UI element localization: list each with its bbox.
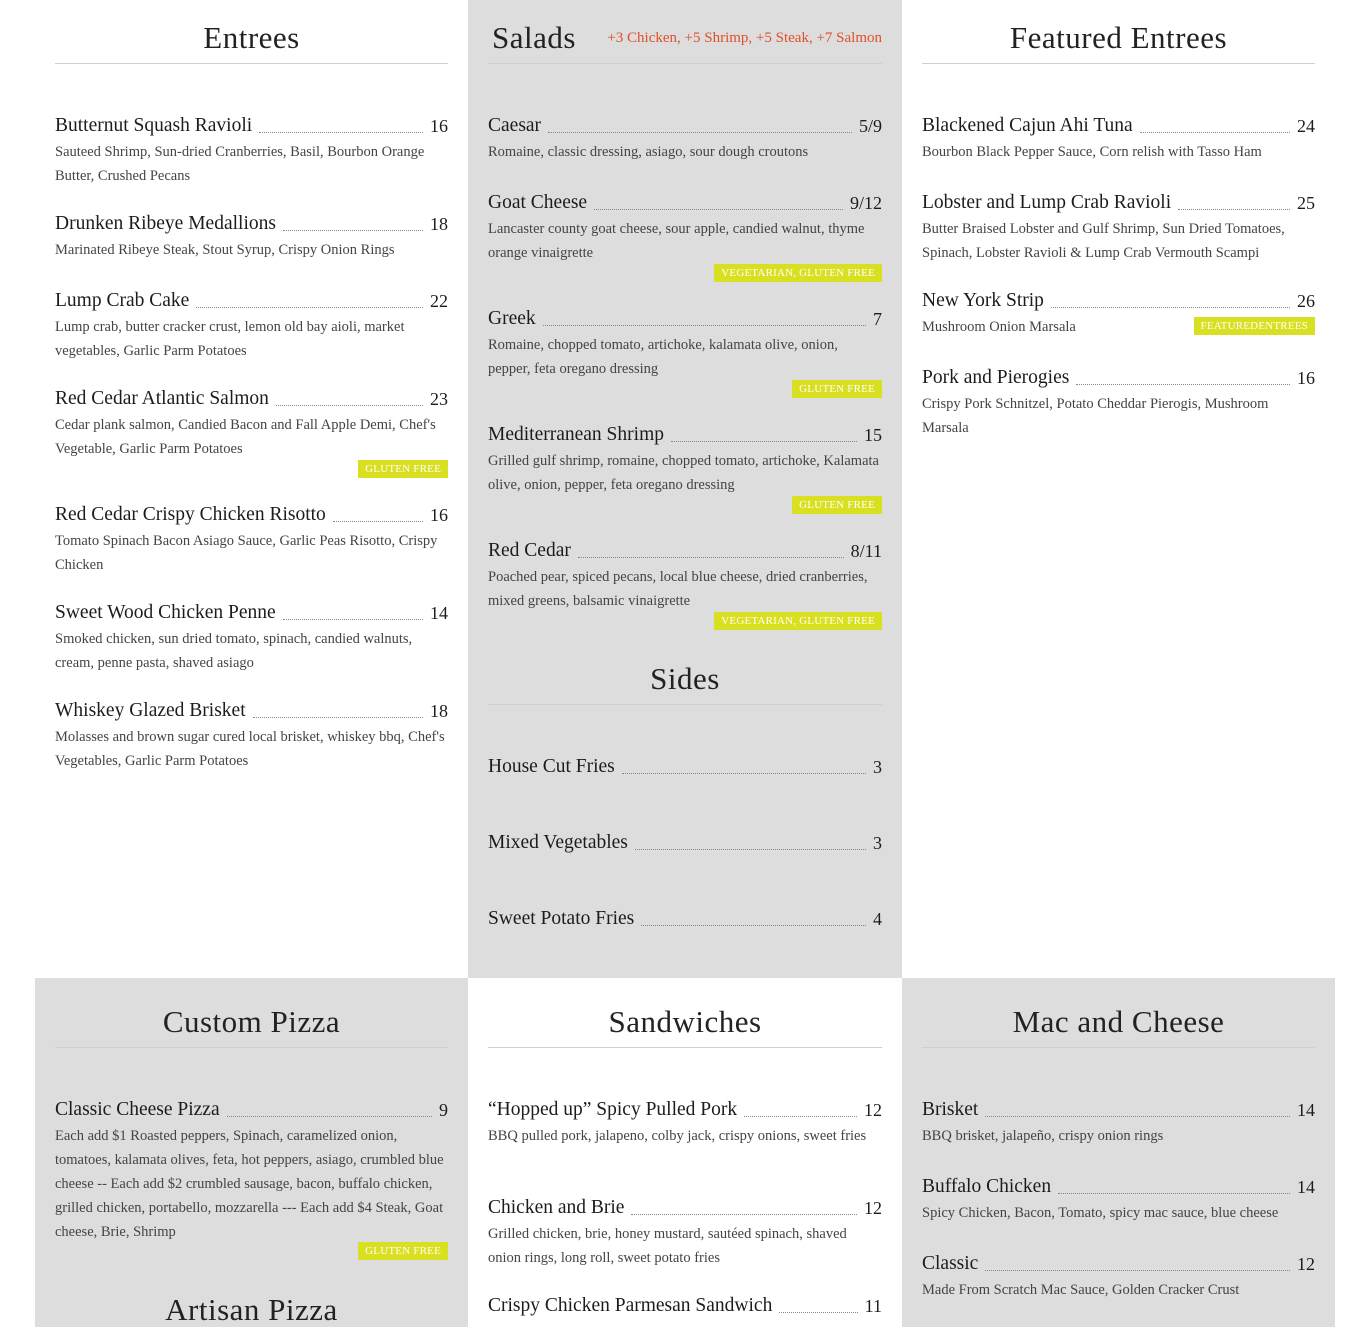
sandwiches-header	[488, 978, 882, 1048]
item-price: 9	[439, 1100, 448, 1120]
item-name: Pork and Pierogies	[922, 367, 1070, 388]
custom-pizza-section	[35, 978, 468, 1327]
dot-leader	[779, 1312, 857, 1313]
item-price: 3	[873, 757, 882, 777]
item-price: 18	[430, 701, 448, 721]
menu-item	[488, 540, 882, 627]
sides-header	[488, 641, 882, 705]
menu-item	[488, 115, 882, 164]
section-title: Entrees	[203, 20, 300, 55]
item-price: 12	[1297, 1254, 1315, 1274]
dot-leader	[594, 209, 843, 210]
diet-tag: VEGETARIAN, GLUTEN FREE	[714, 612, 882, 630]
item-price: 14	[430, 603, 448, 623]
dot-leader	[622, 773, 866, 774]
item-description: Romaine, classic dressing, asiago, sour dough croutons	[488, 144, 809, 160]
menu-item	[922, 1099, 1315, 1148]
menu-item	[55, 388, 448, 475]
item-name: Sweet Potato Fries	[488, 908, 635, 929]
item-price: 26	[1297, 291, 1315, 311]
dot-leader	[985, 1116, 1290, 1117]
item-name: Whiskey Glazed Brisket	[55, 700, 246, 721]
item-name: Lump Crab Cake	[55, 290, 190, 311]
item-name: Brisket	[922, 1099, 979, 1120]
menu-item	[922, 367, 1315, 440]
item-price: 16	[430, 116, 448, 136]
item-price: 11	[864, 1296, 882, 1316]
item-name: Butternut Squash Ravioli	[55, 115, 253, 136]
menu-item	[488, 424, 882, 511]
dot-leader	[283, 619, 423, 620]
diet-tag: GLUTEN FREE	[358, 460, 448, 478]
dot-leader	[276, 405, 423, 406]
dot-leader	[985, 1270, 1290, 1271]
item-name: New York Strip	[922, 290, 1044, 311]
item-description: Grilled chicken, brie, honey mustard, sautéed spinach, shaved onion rings, long roll, sweet potato fries	[488, 1226, 847, 1266]
item-description: Mushroom Onion Marsala	[922, 319, 1076, 335]
entrees-section	[35, 0, 468, 978]
item-description: Each add $1 Roasted peppers, Spinach, caramelized onion, tomatoes, kalamata olives, feta, hot peppers, asiago, crumbled blue cheese -- Each add $2 crumbled sausage, bacon, buffalo chicken, grilled chicken, portabello, mozzarella --- Each add $4 Steak, Goat cheese, Brie, Shrimp	[55, 1128, 444, 1240]
item-name: Lobster and Lump Crab Ravioli	[922, 192, 1172, 213]
item-name: Red Cedar Atlantic Salmon	[55, 388, 269, 409]
dot-leader	[631, 1214, 857, 1215]
menu-item	[488, 832, 882, 854]
item-name: Mixed Vegetables	[488, 832, 628, 853]
item-description: Spicy Chicken, Bacon, Tomato, spicy mac sauce, blue cheese	[922, 1205, 1279, 1221]
item-name: Buffalo Chicken	[922, 1176, 1052, 1197]
dot-leader	[578, 557, 844, 558]
item-description: BBQ pulled pork, jalapeno, colby jack, crispy onions, sweet fries	[488, 1128, 867, 1144]
mac-header	[922, 978, 1315, 1048]
featured-header	[922, 0, 1315, 64]
item-price: 18	[430, 214, 448, 234]
item-description: Molasses and brown sugar cured local brisket, whiskey bbq, Chef's Vegetables, Garlic Parm Potatoes	[55, 729, 445, 769]
menu-item	[488, 1295, 882, 1317]
dot-leader	[283, 230, 423, 231]
item-description: Smoked chicken, sun dried tomato, spinach, candied walnuts, cream, penne pasta, shaved asiago	[55, 631, 413, 671]
dot-leader	[227, 1116, 432, 1117]
sandwiches-section	[468, 978, 902, 1327]
dot-leader	[1140, 132, 1290, 133]
menu-item	[488, 1197, 882, 1270]
item-price: 16	[430, 505, 448, 525]
item-price: 16	[1297, 368, 1315, 388]
section-title: Artisan Pizza	[165, 1292, 338, 1327]
item-price: 15	[864, 425, 882, 445]
item-name: Caesar	[488, 115, 542, 136]
item-price: 4	[873, 909, 882, 929]
item-description: Lump crab, butter cracker crust, lemon old bay aioli, market vegetables, Garlic Parm Potatoes	[55, 319, 405, 359]
dot-leader	[1051, 307, 1290, 308]
dot-leader	[196, 307, 423, 308]
item-description: Poached pear, spiced pecans, local blue cheese, dried cranberries, mixed greens, balsamic vinaigrette	[488, 569, 868, 609]
item-description: BBQ brisket, jalapeño, crispy onion rings	[922, 1128, 1164, 1144]
item-name: Chicken and Brie	[488, 1197, 625, 1218]
item-price: 8/11	[850, 541, 882, 561]
item-description: Tomato Spinach Bacon Asiago Sauce, Garlic Peas Risotto, Crispy Chicken	[55, 533, 438, 573]
item-name: Sweet Wood Chicken Penne	[55, 602, 276, 623]
menu-item	[55, 1099, 448, 1257]
dot-leader	[671, 441, 857, 442]
mac-and-cheese-section	[902, 978, 1335, 1327]
featured-entrees-section	[902, 0, 1335, 978]
item-price: 9/12	[849, 193, 882, 213]
item-name: House Cut Fries	[488, 756, 615, 777]
add-protein-note: +3 Chicken, +5 Shrimp, +5 Steak, +7 Salmon	[607, 30, 882, 46]
section-title: Salads	[492, 20, 576, 55]
section-title: Featured Entrees	[1009, 20, 1228, 55]
item-description: Crispy Pork Schnitzel, Potato Cheddar Pierogis, Mushroom Marsala	[922, 396, 1269, 436]
item-name: Red Cedar	[488, 540, 571, 561]
item-price: 12	[864, 1198, 882, 1218]
menu-item	[922, 192, 1315, 265]
dot-leader	[1058, 1193, 1290, 1194]
dot-leader	[744, 1116, 857, 1117]
featured-tag: FEATUREDENTREES	[1194, 317, 1316, 335]
section-title: Sides	[650, 661, 720, 696]
menu-item	[55, 213, 448, 262]
salads-section	[468, 0, 902, 978]
menu-item	[55, 115, 448, 188]
dot-leader	[1076, 384, 1290, 385]
item-name: “Hopped up” Spicy Pulled Pork	[488, 1099, 738, 1120]
item-name: Classic	[922, 1253, 979, 1274]
item-description: Romaine, chopped tomato, artichoke, kalamata olive, onion, pepper, feta oregano dressing	[488, 337, 838, 377]
item-price: 24	[1297, 116, 1315, 136]
salads-header	[488, 0, 882, 64]
dot-leader	[259, 132, 423, 133]
menu-item	[922, 115, 1315, 164]
menu-item	[488, 1099, 882, 1148]
section-title: Custom Pizza	[162, 1004, 341, 1039]
item-name: Goat Cheese	[488, 192, 588, 213]
item-name: Mediterranean Shrimp	[488, 424, 664, 445]
item-price: 7	[873, 309, 882, 329]
menu-item	[922, 1176, 1315, 1225]
entrees-header	[55, 0, 448, 64]
item-name: Red Cedar Crispy Chicken Risotto	[55, 504, 326, 525]
menu-item	[488, 308, 882, 395]
menu-item	[55, 602, 448, 675]
item-description: Sauteed Shrimp, Sun-dried Cranberries, Basil, Bourbon Orange Butter, Crushed Pecans	[55, 144, 425, 184]
item-description: Bourbon Black Pepper Sauce, Corn relish with Tasso Ham	[922, 144, 1262, 160]
diet-tag: GLUTEN FREE	[792, 496, 882, 514]
menu-item	[55, 290, 448, 363]
menu-item	[488, 192, 882, 279]
item-price: 5/9	[858, 116, 882, 136]
item-name: Classic Cheese Pizza	[55, 1099, 220, 1120]
dot-leader	[333, 521, 423, 522]
item-price: 14	[1297, 1100, 1315, 1120]
section-title: Sandwiches	[608, 1004, 762, 1039]
menu-item	[55, 504, 448, 577]
item-name: Crispy Chicken Parmesan Sandwich	[488, 1295, 773, 1316]
dot-leader	[641, 925, 866, 926]
item-description: Cedar plank salmon, Candied Bacon and Fall Apple Demi, Chef's Vegetable, Garlic Parm Potatoes	[55, 417, 436, 457]
dot-leader	[1178, 209, 1290, 210]
item-name: Drunken Ribeye Medallions	[55, 213, 276, 234]
menu-item	[488, 756, 882, 778]
menu-item	[922, 290, 1315, 339]
menu-item	[55, 700, 448, 773]
item-price: 23	[430, 389, 448, 409]
diet-tag: GLUTEN FREE	[358, 1242, 448, 1260]
item-price: 14	[1297, 1177, 1315, 1197]
item-price: 22	[430, 291, 448, 311]
item-price: 25	[1297, 193, 1315, 213]
dot-leader	[543, 325, 866, 326]
custom-pizza-header	[55, 978, 448, 1048]
dot-leader	[548, 132, 852, 133]
item-name: Greek	[488, 308, 536, 329]
item-description: Grilled gulf shrimp, romaine, chopped tomato, artichoke, Kalamata olive, onion, pepper, feta oregano dressing	[488, 453, 879, 493]
menu-item	[922, 1253, 1315, 1302]
diet-tag: GLUTEN FREE	[792, 380, 882, 398]
item-price: 12	[864, 1100, 882, 1120]
item-description: Marinated Ribeye Steak, Stout Syrup, Crispy Onion Rings	[55, 242, 395, 258]
item-description: Butter Braised Lobster and Gulf Shrimp, Sun Dried Tomatoes, Spinach, Lobster Ravioli & Lump Crab Vermouth Scampi	[922, 221, 1285, 261]
item-name: Blackened Cajun Ahi Tuna	[922, 115, 1133, 136]
menu-item	[488, 908, 882, 930]
dot-leader	[635, 849, 866, 850]
item-description: Made From Scratch Mac Sauce, Golden Cracker Crust	[922, 1282, 1240, 1298]
item-price: 3	[873, 833, 882, 853]
item-description: Lancaster county goat cheese, sour apple, candied walnut, thyme orange vinaigrette	[488, 221, 865, 261]
diet-tag: VEGETARIAN, GLUTEN FREE	[714, 264, 882, 282]
section-title: Mac and Cheese	[1012, 1004, 1225, 1039]
dot-leader	[253, 717, 423, 718]
